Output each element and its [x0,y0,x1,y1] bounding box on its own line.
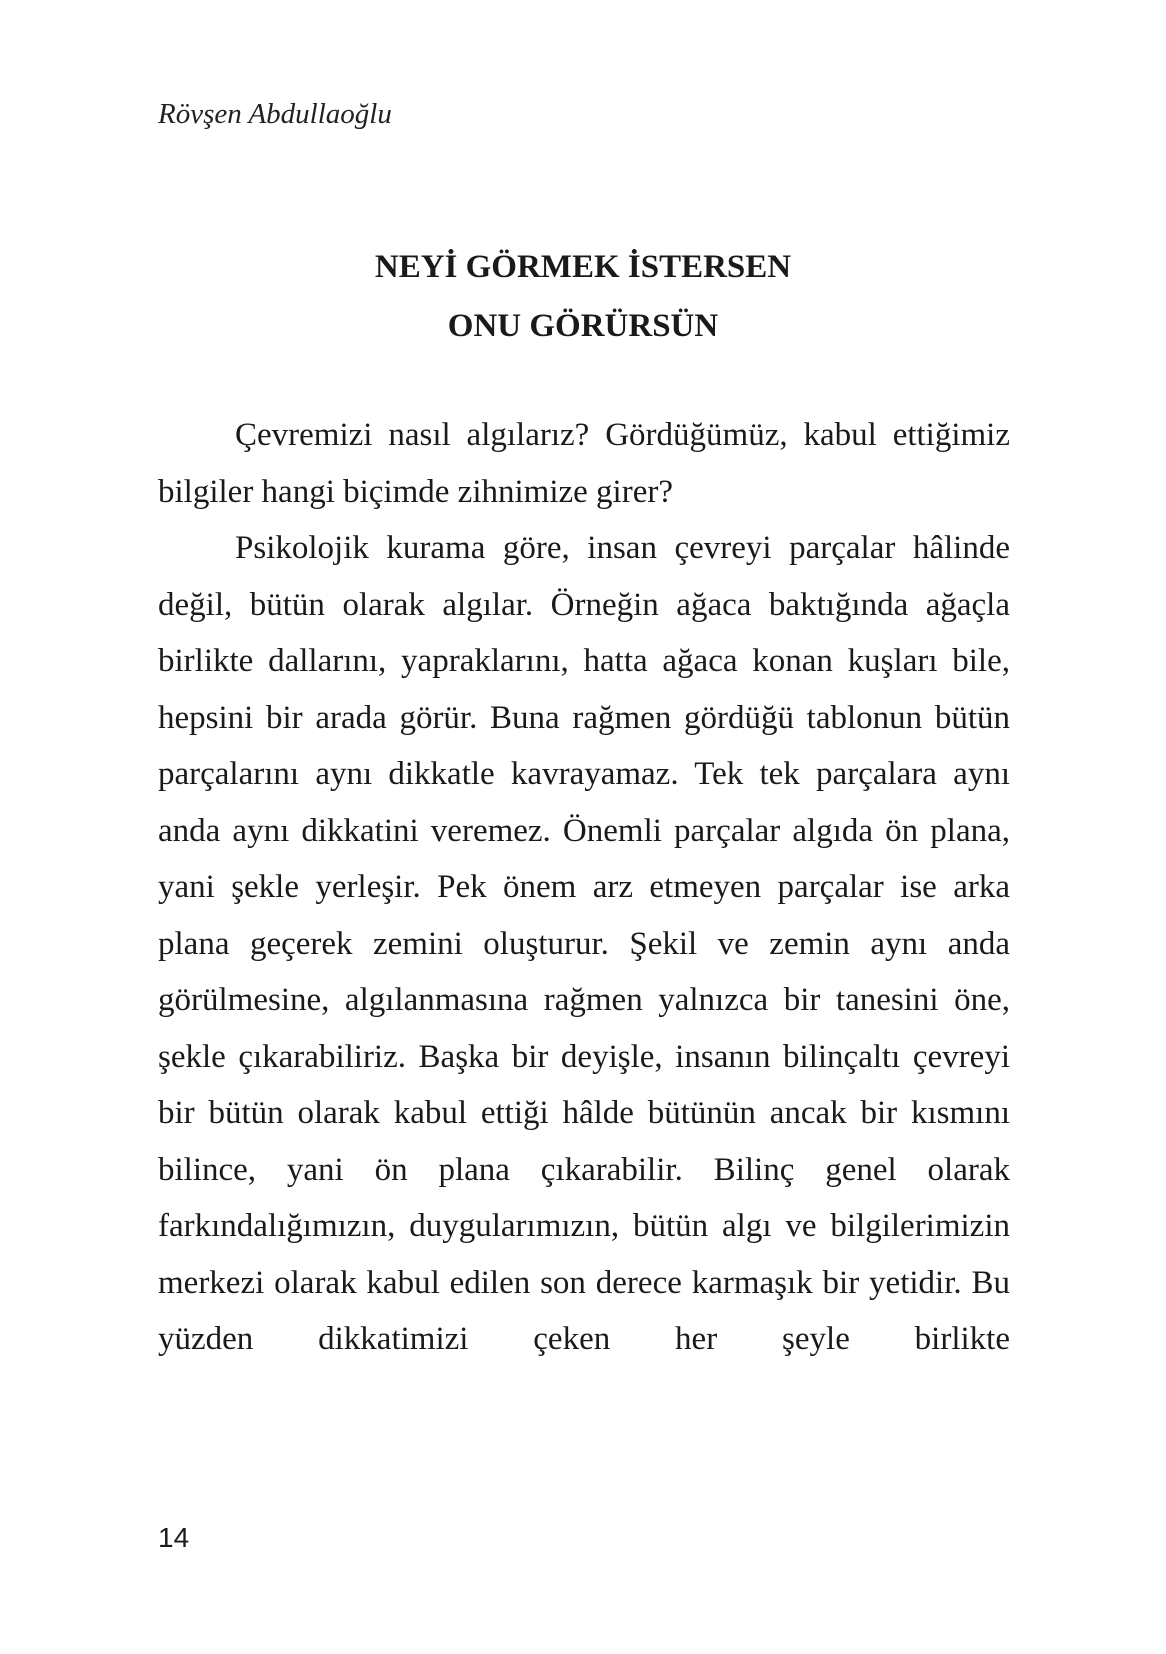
chapter-title [158,238,1008,356]
paragraph-1: Çevremizi nasıl algılarız? Gördüğümüz, kabul ettiğimiz bilgiler hangi biçimde zihnimize girer? [158,417,1010,510]
chapter-title-line-1: NEYİ GÖRMEK İSTERSEN [374,249,792,285]
body-text [158,407,1010,1368]
chapter-title-line-2: ONU GÖRÜRSÜN [447,308,719,344]
page-number: 14 [158,1522,190,1553]
paragraph-2: Psikolojik kurama göre, insan çevreyi parçalar hâlinde değil, bütün olarak algılar. Örneğin ağaca baktığında ağaçla birlikte dallarını, yapraklarını, hatta ağaca konan kuşları bile, hepsini bir arada görür. Buna rağmen gördüğü tablonun bütün parçalarını aynı dikkatle kavrayamaz. Tek tek parçalara aynı anda aynı dikkatini veremez. Önemli parçalar algıda ön plana, yani şekle yerleşir. Pek önem arz etmeyen parçalar ise arka plana geçerek zemini oluşturur. Şekil ve zemin aynı anda görülmesine, algılanmasına rağmen yalnızca bir tanesini öne, şekle çıkarabiliriz. Başka bir deyişle, insanın bilinçaltı çevreyi bir bütün olarak kabul ettiği hâlde bütünün ancak bir kısmını bilince, yani ön plana çıkarabilir. Bilinç genel olarak farkındalığımızın, duygularımızın, bütün algı ve bilgilerimizin merkezi olarak kabul edilen son derece karmaşık bir yetidir. Bu yüzden dikkatimizi çeken her şeyle birlikte [158,530,1010,1357]
running-header-author: Rövşen Abdullaoğlu [158,98,392,130]
